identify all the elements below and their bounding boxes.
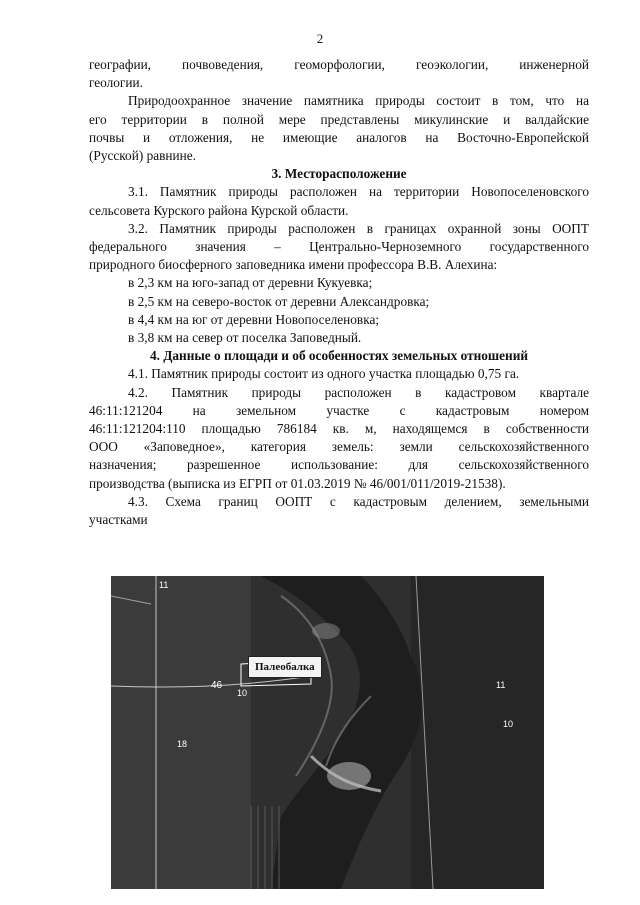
s4-p2-line1: 4.2. Памятник природы расположен в кадастровом квартале [128,384,589,400]
list-item: в 2,3 км на юго-запад от деревни Кукуевка; [128,275,373,291]
s4-p3-line2: участками [89,512,148,528]
page-number: 2 [316,31,324,46]
s4-p3-line1: 4.3. Схема границ ООПТ с кадастровым делением, земельными [128,493,589,509]
s4-p2-line3: 46:11:121204:110 площадью 786184 кв. м, находящемся в собственности [89,421,589,437]
map-number: 18 [177,739,188,749]
s3-p1-line2: сельсовета Курского района Курской области. [89,202,349,218]
section-3-heading: 3. Месторасположение [271,166,407,182]
intro-para2-line1: Природоохранное значение памятника природы состоит в том, что на [128,93,589,109]
map-number: 46 [211,680,223,691]
map-number: 10 [503,719,514,729]
s4-p2-line5: назначения; разрешенное использование: для сельскохозяйственного [89,457,589,473]
s4-p2-line6: производства (выписка из ЕГРП от 01.03.2019 № 46/001/011/2019-21538). [89,475,506,491]
s3-p2-line2: федерального значения – Центрально-Черноземного государственного [89,239,589,255]
map-number: 11 [159,580,169,590]
intro-para2-line4: (Русской) равнине. [89,148,196,164]
s4-p2-line2: 46:11:121204 на земельном участке с кадастровым номером [89,402,589,418]
s3-p1-line1: 3.1. Памятник природы расположен на территории Новопоселеновского [128,184,589,200]
satellite-imagery [111,576,544,889]
intro-para2-line2: его территории в полной мере представлены микулинские и валдайские [89,111,589,127]
map-label-paleobalka: Палеобалка [248,656,322,678]
s4-p2-line4: ООО «Заповедное», категория земель: земли сельскохозяйственного [89,439,589,455]
document-body [89,56,589,529]
map-number: 11 [496,680,506,690]
list-item: в 4,4 км на юг от деревни Новопоселеновка; [128,311,380,327]
cadastral-map-image [111,576,544,889]
s3-p2-line1: 3.2. Памятник природы расположен в границах охранной зоны ООПТ [128,220,589,236]
intro-line-1: географии, почвоведения, геоморфологии, геоэкологии, инженерной [89,57,589,72]
intro-line-2: геологии. [89,75,143,91]
list-item: в 3,8 км на север от поселка Заповедный. [128,330,362,346]
s4-p1: 4.1. Памятник природы состоит из одного участка площадью 0,75 га. [128,366,520,382]
list-item: в 2,5 км на северо-восток от деревни Александровка; [128,293,430,309]
intro-para2-line3: почвы и отложения, не имеющие аналогов на Восточно-Европейской [89,129,589,145]
section-4-heading: 4. Данные о площади и об особенностях земельных отношений [149,348,529,364]
s3-p2-line3: природного биосферного заповедника имени профессора В.В. Алехина: [89,257,498,273]
map-number: 10 [237,688,248,698]
